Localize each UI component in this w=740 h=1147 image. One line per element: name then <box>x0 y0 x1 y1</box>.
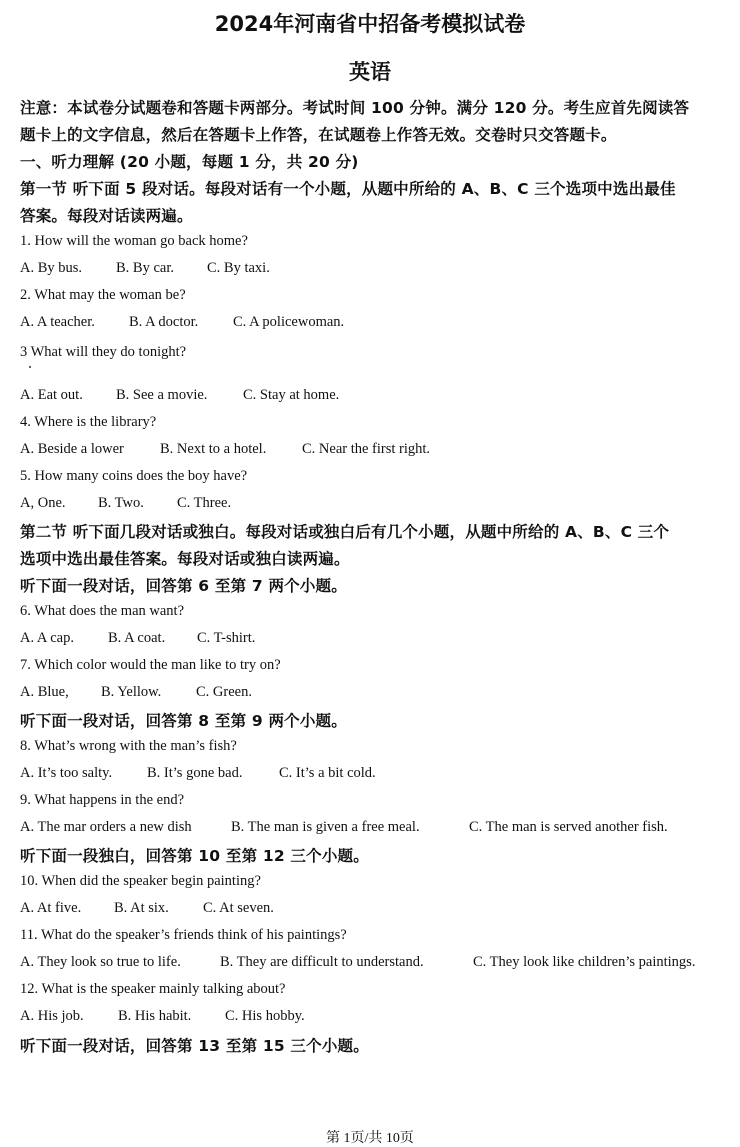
option-b: B. The man is given a free meal. <box>231 819 420 835</box>
part1-heading: 一、听力理解 (20 小题，每题 1 分，共 20 分) <box>20 153 359 171</box>
option-b: B. His habit. <box>118 1008 192 1024</box>
option-b: B. At six. <box>114 900 169 916</box>
question-7: 7. Which color would the man like to try on? <box>20 657 281 673</box>
section2-instruction-1: 第二节 听下面几段对话或独白。每段对话或独白后有几个小题，从题中所给的 A、B、C 三个 <box>20 523 670 541</box>
option-c: C. Green. <box>196 684 252 700</box>
option-b: B. Next to a hotel. <box>160 441 267 457</box>
option-a: A. A teacher. <box>20 314 95 330</box>
question-4: 4. Where is the library? <box>20 414 157 430</box>
group-heading-8-9: 听下面一段对话，回答第 8 至第 9 两个小题。 <box>20 712 347 730</box>
question-8: 8. What’s wrong with the man’s fish? <box>20 738 237 754</box>
section1-instruction-1: 第一节 听下面 5 段对话。每段对话有一个小题，从题中所给的 A、B、C 三个选项中选出最佳 <box>20 180 676 198</box>
option-c: C. By taxi. <box>207 260 270 276</box>
exam-title: 2024年河南省中招备考模拟试卷 <box>214 12 526 36</box>
option-c: C. A policewoman. <box>233 314 345 330</box>
option-b: B. See a movie. <box>116 387 208 403</box>
option-a: A. Beside a lower <box>20 441 124 457</box>
option-a: A. By bus. <box>20 260 83 276</box>
option-c: C. T-shirt. <box>197 630 256 646</box>
option-b: B. Yellow. <box>101 684 162 700</box>
option-a: A. Blue, <box>20 684 69 700</box>
option-a: A. The mar orders a new dish <box>20 819 192 835</box>
option-c: C. They look like children’s paintings. <box>473 954 696 970</box>
option-a: A. His job. <box>20 1008 84 1024</box>
question-2: 2. What may the woman be? <box>20 287 186 303</box>
option-a: A, One. <box>20 495 66 511</box>
subject-title: 英语 <box>349 60 391 84</box>
option-c: C. His hobby. <box>225 1008 305 1024</box>
option-b: B. It’s gone bad. <box>147 765 243 781</box>
page-number-footer: 第 1页/共 10页 <box>326 1131 414 1146</box>
option-b: B. A doctor. <box>129 314 199 330</box>
option-c: C. Three. <box>177 495 232 511</box>
section1-instruction-2: 答案。每段对话读两遍。 <box>20 207 193 225</box>
option-a: A. It’s too salty. <box>20 765 113 781</box>
question-12: 12. What is the speaker mainly talking about? <box>20 981 286 997</box>
option-c: C. At seven. <box>203 900 274 916</box>
option-c: C. Stay at home. <box>243 387 340 403</box>
notice-line-1: 注意：本试卷分试题卷和答题卡两部分。考试时间 100 分钟。满分 120 分。考生应首先阅读答 <box>20 99 690 117</box>
notice-line-2: 题卡上的文字信息，然后在答题卡上作答，在试题卷上作答无效。交卷时只交答题卡。 <box>20 126 617 144</box>
option-c: C. The man is served another fish. <box>469 819 668 835</box>
option-b: B. Two. <box>98 495 144 511</box>
stray-dot-mark <box>29 366 31 368</box>
group-heading-13-15: 听下面一段对话，回答第 13 至第 15 三个小题。 <box>20 1037 369 1055</box>
option-b: B. A coat. <box>108 630 166 646</box>
question-10: 10. When did the speaker begin painting? <box>20 873 261 889</box>
question-5: 5. How many coins does the boy have? <box>20 468 248 484</box>
option-a: A. They look so true to life. <box>20 954 181 970</box>
question-1: 1. How will the woman go back home? <box>20 233 248 249</box>
question-11: 11. What do the speaker’s friends think of his paintings? <box>20 927 347 943</box>
option-a: A. Eat out. <box>20 387 83 403</box>
option-a: A. A cap. <box>20 630 74 646</box>
option-c: C. It’s a bit cold. <box>279 765 376 781</box>
group-heading-6-7: 听下面一段对话，回答第 6 至第 7 两个小题。 <box>20 577 347 595</box>
question-6: 6. What does the man want? <box>20 603 185 619</box>
option-b: B. They are difficult to understand. <box>220 954 424 970</box>
option-c: C. Near the first right. <box>302 441 431 457</box>
option-a: A. At five. <box>20 900 82 916</box>
question-9: 9. What happens in the end? <box>20 792 185 808</box>
question-3: 3 What will they do tonight? <box>20 344 187 360</box>
option-b: B. By car. <box>116 260 174 276</box>
section2-instruction-2: 选项中选出最佳答案。每段对话或独白读两遍。 <box>20 550 350 568</box>
group-heading-10-12: 听下面一段独白，回答第 10 至第 12 三个小题。 <box>20 847 369 865</box>
